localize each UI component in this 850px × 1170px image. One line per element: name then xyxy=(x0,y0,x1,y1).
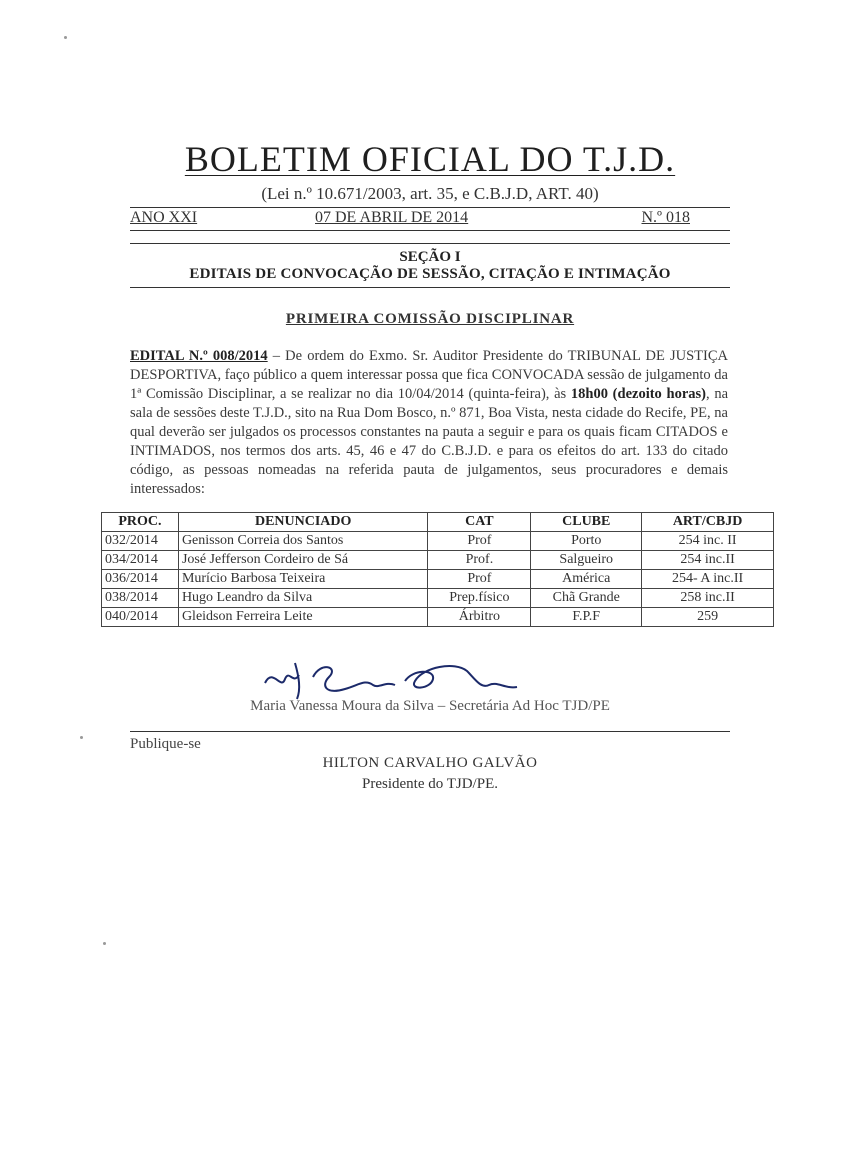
table-row xyxy=(102,532,774,551)
cell-proc: 036/2014 xyxy=(102,570,179,589)
column-header-cat: CAT xyxy=(428,513,531,532)
cell-denunciado: Murício Barbosa Teixeira xyxy=(178,570,428,589)
cell-cat: Prof. xyxy=(428,551,531,570)
column-header-proc: PROC. xyxy=(102,513,179,532)
scan-speck xyxy=(80,736,83,739)
issue-year: ANO XXI xyxy=(130,209,198,226)
cell-proc: 038/2014 xyxy=(102,589,179,608)
cell-clube: F.P.F xyxy=(531,608,642,627)
cell-art: 258 inc.II xyxy=(642,589,774,608)
cell-cat: Prof xyxy=(428,570,531,589)
column-header-art: ART/CBJD xyxy=(642,513,774,532)
cell-proc: 034/2014 xyxy=(102,551,179,570)
issue-number: N.º 018 xyxy=(641,209,690,226)
cell-clube: América xyxy=(531,570,642,589)
column-header-denunciado: DENUNCIADO xyxy=(178,513,428,532)
cell-denunciado: Gleidson Ferreira Leite xyxy=(178,608,428,627)
president-name: HILTON CARVALHO GALVÃO xyxy=(322,755,538,771)
table-row xyxy=(102,608,774,627)
header-rule-top xyxy=(130,207,730,208)
cell-art: 254 inc. II xyxy=(642,532,774,551)
cell-cat: Árbitro xyxy=(428,608,531,627)
table-row xyxy=(102,589,774,608)
edital-number: EDITAL N.º 008/2014 xyxy=(130,348,268,364)
secretary-signature-line: Maria Vanessa Moura da Silva – Secretária Ad Hoc TJD/PE xyxy=(250,698,610,714)
cell-cat: Prep.físico xyxy=(428,589,531,608)
header-rule-middle xyxy=(130,230,730,231)
signature-rule xyxy=(130,731,730,732)
edital-text-part-2: , na sala de sessões deste T.J.D., sito na Rua Dom Bosco, n.º 871, Boa Vista, nesta cidade do Recife, PE, na qual deverão ser julgados os processos constantes na pauta a seguir e para os quais ficam CITADOS e INTIMADOS, nos termos dos arts. 45, 46 e 47 do C.B.J.D. e para os efeitos do art. 133 do citado código, as pessoas nomeadas na referida pauta de julgamentos, seus procuradores e demais interessados: xyxy=(130,386,728,497)
section-title: SEÇÃO I xyxy=(399,249,461,265)
cell-clube: Salgueiro xyxy=(531,551,642,570)
edital-text-part-1: – De ordem do Exmo. Sr. Auditor Presidente do TRIBUNAL DE JUSTIÇA DESPORTIVA, faço público a quem interessar possa que fica CONVOCADA sessão de julgamento da 1ª Comissão Disciplinar, a se realizar no dia 10/04/2014 (quinta-feira), às xyxy=(130,348,728,402)
bulletin-subtitle: (Lei n.º 10.671/2003, art. 35, e C.B.J.D, ART. 40) xyxy=(261,184,599,203)
commission-heading: PRIMEIRA COMISSÃO DISCIPLINAR xyxy=(285,311,575,327)
president-role: Presidente do TJD/PE. xyxy=(362,776,498,792)
cell-denunciado: Hugo Leandro da Silva xyxy=(178,589,428,608)
table-header-row xyxy=(102,513,774,532)
section-subtitle: EDITAIS DE CONVOCAÇÃO DE SESSÃO, CITAÇÃO E INTIMAÇÃO xyxy=(189,266,671,282)
table-row xyxy=(102,570,774,589)
publique-se-label: Publique-se xyxy=(130,736,201,752)
cell-denunciado: Genisson Correia dos Santos xyxy=(178,532,428,551)
cell-clube: Chã Grande xyxy=(531,589,642,608)
section-rule-bottom xyxy=(130,287,730,288)
bulletin-title: BOLETIM OFICIAL DO T.J.D. xyxy=(184,139,676,179)
cell-denunciado: José Jefferson Cordeiro de Sá xyxy=(178,551,428,570)
column-header-clube: CLUBE xyxy=(531,513,642,532)
judgment-schedule-table xyxy=(101,512,774,627)
cell-proc: 040/2014 xyxy=(102,608,179,627)
cell-art: 254 inc.II xyxy=(642,551,774,570)
cell-cat: Prof xyxy=(428,532,531,551)
cell-proc: 032/2014 xyxy=(102,532,179,551)
issue-date: 07 DE ABRIL DE 2014 xyxy=(315,209,469,226)
scan-speck xyxy=(103,942,106,945)
edital-session-time: 18h00 (dezoito horas) xyxy=(570,386,706,402)
table-row xyxy=(102,551,774,570)
cell-clube: Porto xyxy=(531,532,642,551)
header-rule-section xyxy=(130,243,730,244)
cell-art: 254- A inc.II xyxy=(642,570,774,589)
scan-speck xyxy=(64,36,67,39)
cell-art: 259 xyxy=(642,608,774,627)
edital-paragraph xyxy=(130,347,728,499)
